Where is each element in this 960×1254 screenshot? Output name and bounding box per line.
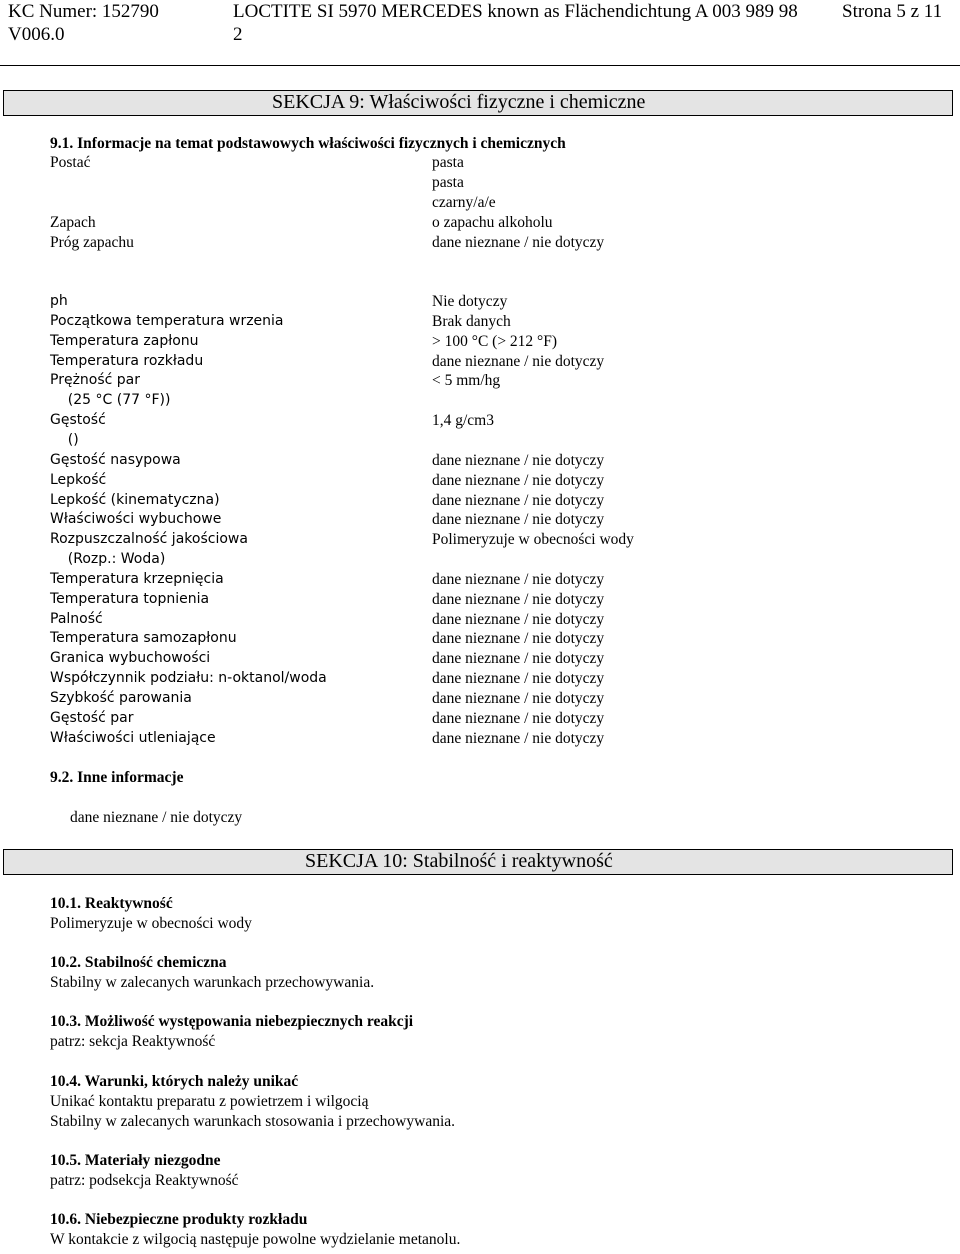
subsection-title: 10.6. Niebezpieczne produkty rozkładu [50,1211,308,1228]
property-value: dane nieznane / nie dotyczy [432,452,605,469]
property-label: Próg zapachu [50,234,134,251]
subsection-text: Unikać kontaktu preparatu z powietrzem i wilgocią [50,1093,369,1110]
property-label: Zapach [50,214,96,231]
property-label: Gęstość nasypowa [50,452,181,468]
property-label: ph [50,293,68,309]
subsection-title: 10.3. Możliwość występowania niebezpiecznych reakcji [50,1013,414,1030]
subsection-text: patrz: podsekcja Reaktywność [50,1172,239,1189]
property-label: Granica wybuchowości [50,650,211,666]
property-value: dane nieznane / nie dotyczy [432,353,605,370]
property-value: dane nieznane / nie dotyczy [432,472,605,489]
property-value: o zapachu alkoholu [432,214,553,231]
subsection-text: W kontakcie z wilgocią następuje powolne wydzielanie metanolu. [50,1231,461,1248]
subsection-title: 10.1. Reaktywność [50,895,173,912]
page-number: Strona 5 z 11 [842,1,943,22]
property-label: Gęstość [50,412,106,428]
property-label: Palność [50,611,103,627]
property-label: Szybkość parowania [50,690,192,706]
property-value: Brak danych [432,313,511,330]
property-value: > 100 °C (> 212 °F) [432,333,558,350]
section9-title: SEKCJA 9: Właściwości fizyczne i chemiczne [272,91,646,113]
property-value: dane nieznane / nie dotyczy [432,591,605,608]
property-label: Prężność par [50,372,141,388]
version: V006.0 [8,24,65,45]
subsection-title: 10.2. Stabilność chemiczna [50,954,227,971]
property-value: dane nieznane / nie dotyczy [432,571,605,588]
subsection-text: Stabilny w zalecanych warunkach przechowywania. [50,974,375,991]
property-label: Temperatura rozkładu [50,353,204,369]
product-name-line2: 2 [233,24,243,45]
property-label: Gęstość par [50,710,134,726]
property-value: dane nieznane / nie dotyczy [432,670,605,687]
property-value: dane nieznane / nie dotyczy [432,690,605,707]
subsection-text: Polimeryzuje w obecności wody [50,915,252,932]
property-value: Polimeryzuje w obecności wody [432,531,634,548]
property-label: (Rozp.: Woda) [50,551,166,567]
property-value: pasta [432,154,464,171]
property-label: Właściwości utleniające [50,730,216,746]
subsection-9-2-title: 9.2. Inne informacje [50,769,184,786]
subsection-title: 10.5. Materiały niezgodne [50,1152,221,1169]
property-value: pasta [432,174,464,191]
subsection-9-2-text: dane nieznane / nie dotyczy [70,809,243,826]
property-value: czarny/a/e [432,194,496,211]
property-value: dane nieznane / nie dotyczy [432,710,605,727]
property-value: dane nieznane / nie dotyczy [432,630,605,647]
property-label: Postać [50,154,91,171]
property-value: dane nieznane / nie dotyczy [432,650,605,667]
property-value: dane nieznane / nie dotyczy [432,511,605,528]
property-label: Temperatura zapłonu [50,333,199,349]
header-product-block [233,0,798,46]
property-label: Rozpuszczalność jakościowa [50,531,248,547]
product-name-line1: LOCTITE SI 5970 MERCEDES known as Flächendichtung A 003 989 98 [233,1,798,22]
header-id-block [8,0,159,46]
property-label: Współczynnik podziału: n-oktanol/woda [50,670,327,686]
property-value: 1,4 g/cm3 [432,412,494,429]
property-value: dane nieznane / nie dotyczy [432,611,605,628]
document-header [0,0,960,70]
property-value: dane nieznane / nie dotyczy [432,730,605,747]
property-value: dane nieznane / nie dotyczy [432,234,605,251]
subsection-9-1-title: 9.1. Informacje na temat podstawowych właściwości fizycznych i chemicznych [50,135,566,152]
section10-title: SEKCJA 10: Stabilność i reaktywność [305,850,613,872]
kc-number: KC Numer: 152790 [8,1,159,22]
subsection-text: patrz: sekcja Reaktywność [50,1033,216,1050]
property-label: Temperatura samozapłonu [50,630,237,646]
property-value: dane nieznane / nie dotyczy [432,492,605,509]
property-label: (25 °C (77 °F)) [50,392,171,408]
property-label: Lepkość [50,472,107,488]
property-label: Lepkość (kinematyczna) [50,492,220,508]
property-label: Temperatura topnienia [50,591,210,607]
property-label: Temperatura krzepnięcia [50,571,224,587]
property-label: () [50,432,79,448]
property-label: Właściwości wybuchowe [50,511,222,527]
property-value: Nie dotyczy [432,293,508,310]
header-divider [0,65,960,66]
subsection-text: Stabilny w zalecanych warunkach stosowania i przechowywania. [50,1113,456,1130]
subsection-title: 10.4. Warunki, których należy unikać [50,1073,299,1090]
property-value: < 5 mm/hg [432,372,501,389]
property-label: Początkowa temperatura wrzenia [50,313,284,329]
